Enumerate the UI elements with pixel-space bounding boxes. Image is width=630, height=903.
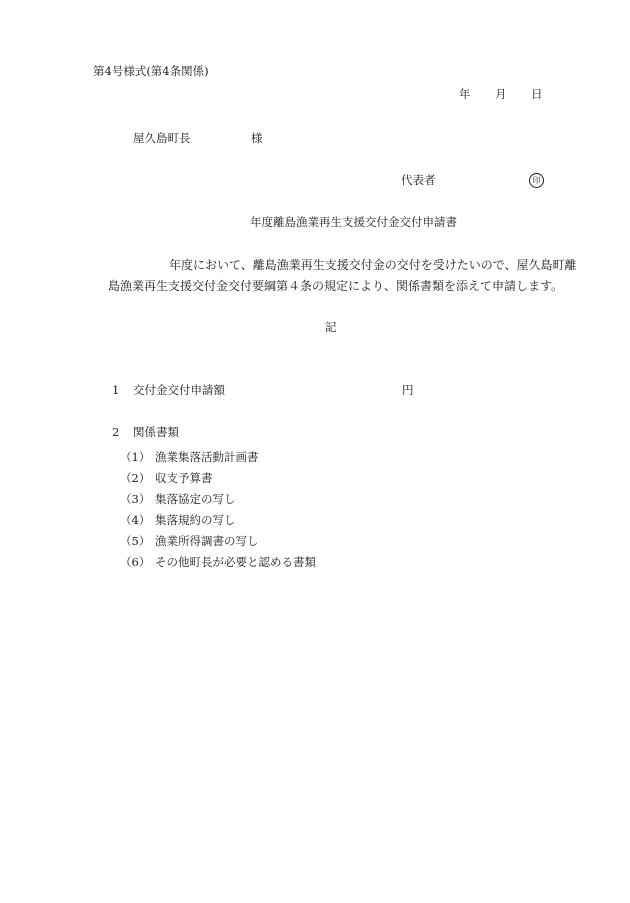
- date-day-label: 日: [531, 87, 543, 101]
- list-item-number: （3）: [120, 491, 151, 506]
- item-2-number: 2: [112, 425, 120, 439]
- date-month-label: 月: [495, 87, 507, 101]
- list-item: [120, 468, 316, 489]
- ki-heading: 記: [325, 320, 337, 334]
- list-item: [120, 489, 316, 510]
- addressee-honorific: 様: [251, 131, 263, 145]
- list-item: [120, 531, 316, 552]
- list-item-text: 集落協定の写し: [155, 491, 236, 506]
- date-year-label: 年: [459, 87, 471, 101]
- list-item: [120, 510, 316, 531]
- list-item: [120, 552, 316, 573]
- document-title: 年度離島漁業再生支援交付金交付申請書: [250, 215, 457, 229]
- list-item: [120, 447, 316, 468]
- body-text-line-1: 年度において、離島漁業再生支援交付金の交付を受けたいので、屋久島町離: [169, 258, 577, 272]
- list-item-number: （4）: [120, 512, 151, 527]
- item-1-label: 交付金交付申請額: [133, 383, 225, 397]
- list-item-text: 漁業集落活動計画書: [155, 449, 259, 464]
- item-1-number: 1: [112, 383, 120, 397]
- list-item-text: 収支予算書: [155, 470, 213, 485]
- list-item-number: （5）: [120, 533, 151, 548]
- item-2-label: 関係書類: [133, 425, 179, 439]
- list-item-number: （1）: [120, 449, 151, 464]
- list-item-text: 集落規約の写し: [155, 512, 236, 527]
- list-item-number: （2）: [120, 470, 151, 485]
- representative-label: 代表者: [401, 173, 436, 187]
- form-number: 第4号様式(第4条関係): [93, 64, 209, 78]
- list-item-number: （6）: [120, 554, 151, 569]
- related-documents-list: [120, 447, 316, 573]
- list-item-text: その他町長が必要と認める書類: [155, 554, 316, 569]
- addressee-name: 屋久島町長: [133, 131, 191, 145]
- seal-icon: 印: [529, 173, 544, 188]
- list-item-text: 漁業所得調書の写し: [155, 533, 259, 548]
- body-text-line-2: 島漁業再生支援交付金交付要綱第４条の規定により、関係書類を添えて申請します。: [108, 279, 564, 293]
- item-1-unit: 円: [402, 383, 414, 397]
